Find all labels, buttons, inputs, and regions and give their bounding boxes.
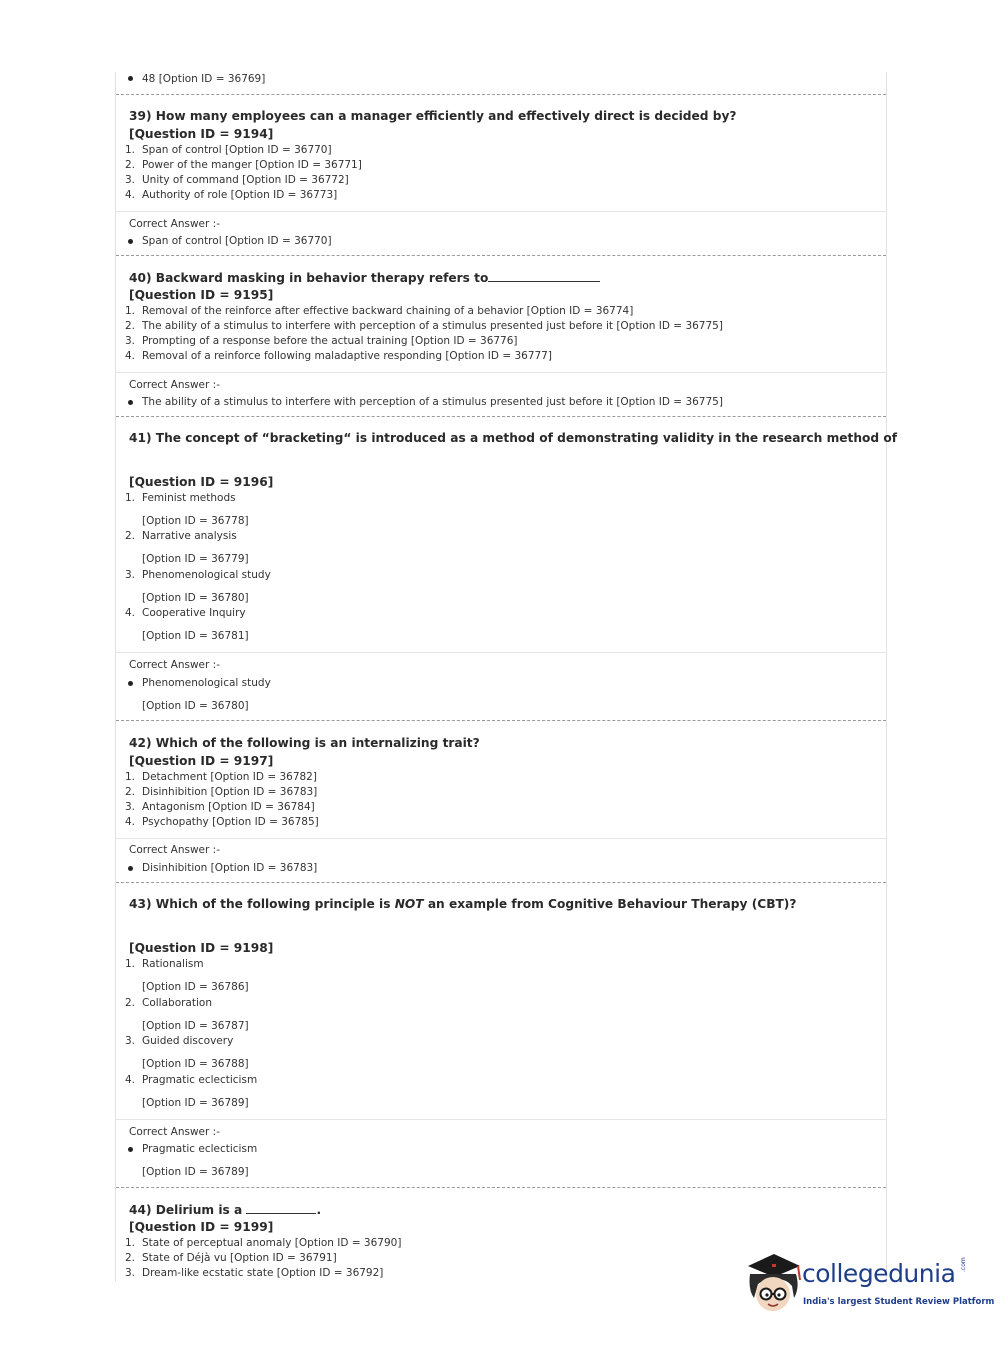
fill-in-blank bbox=[246, 1202, 316, 1214]
question-paper-page bbox=[115, 72, 898, 1282]
question-39-option-3: Unity of command [Option ID = 36772] bbox=[142, 174, 349, 186]
section-divider bbox=[116, 94, 886, 95]
question-41-option-3: Phenomenological study bbox=[142, 569, 271, 581]
question-43-text-pre: 43) Which of the following principle is bbox=[129, 897, 395, 911]
question-42-option-1: Detachment [Option ID = 36782] bbox=[142, 771, 317, 783]
option-number: 2. bbox=[125, 320, 136, 332]
section-divider bbox=[116, 882, 886, 883]
section-divider bbox=[116, 255, 886, 256]
question-40-option-2: The ability of a stimulus to interfere with perception of a stimulus presented just before it [Option ID = 36775] bbox=[142, 320, 723, 332]
correct-answer-label: Correct Answer :- bbox=[129, 844, 220, 856]
option-number: 2. bbox=[125, 997, 136, 1009]
option-number: 3. bbox=[125, 335, 136, 347]
question-43-option-2-id: [Option ID = 36787] bbox=[142, 1020, 249, 1032]
option-number: 1. bbox=[125, 771, 136, 783]
question-41-option-2: Narrative analysis bbox=[142, 530, 237, 542]
question-43-option-2: Collaboration bbox=[142, 997, 212, 1009]
question-41-answer-id: [Option ID = 36780] bbox=[142, 700, 249, 712]
option-number: 3. bbox=[125, 569, 136, 581]
logo-wordmark: collegedunia bbox=[802, 1259, 956, 1288]
correct-answer-label: Correct Answer :- bbox=[129, 218, 220, 230]
answer-separator bbox=[116, 211, 886, 212]
option-number: 1. bbox=[125, 144, 136, 156]
question-43-option-1: Rationalism bbox=[142, 958, 204, 970]
question-40-id: [Question ID = 9195] bbox=[129, 288, 274, 302]
question-41-option-4-id: [Option ID = 36781] bbox=[142, 630, 249, 642]
question-41-id: [Question ID = 9196] bbox=[129, 475, 274, 489]
question-41-option-1: Feminist methods bbox=[142, 492, 236, 504]
question-44-option-2: State of Déjà vu [Option ID = 36791] bbox=[142, 1252, 337, 1264]
question-43-answer: Pragmatic eclecticism bbox=[142, 1143, 258, 1155]
bullet bbox=[128, 866, 133, 871]
answer-separator bbox=[116, 652, 886, 653]
section-divider bbox=[116, 1187, 886, 1188]
question-44-text-pre: 44) Delirium is a bbox=[129, 1203, 243, 1217]
question-44-title bbox=[129, 1202, 321, 1218]
logo-tagline: India's largest Student Review Platform bbox=[803, 1297, 995, 1307]
question-42-option-2: Disinhibition [Option ID = 36783] bbox=[142, 786, 318, 798]
question-41-option-4: Cooperative Inquiry bbox=[142, 607, 246, 619]
option-number: 4. bbox=[125, 350, 136, 362]
question-43-text-post: an example from Cognitive Behaviour Therapy (CBT)? bbox=[423, 897, 797, 911]
option-number: 3. bbox=[125, 801, 136, 813]
question-39-option-1: Span of control [Option ID = 36770] bbox=[142, 144, 332, 156]
question-42-option-3: Antagonism [Option ID = 36784] bbox=[142, 801, 315, 813]
option-number: 1. bbox=[125, 305, 136, 317]
section-divider bbox=[116, 416, 886, 417]
question-39-option-4: Authority of role [Option ID = 36773] bbox=[142, 189, 338, 201]
option-number: 4. bbox=[125, 189, 136, 201]
option-number: 3. bbox=[125, 1267, 136, 1279]
correct-answer-label: Correct Answer :- bbox=[129, 1126, 220, 1138]
option-number: 4. bbox=[125, 816, 136, 828]
question-39-id: [Question ID = 9194] bbox=[129, 127, 274, 141]
bullet bbox=[128, 681, 133, 686]
question-43-answer-id: [Option ID = 36789] bbox=[142, 1166, 249, 1178]
correct-answer-label: Correct Answer :- bbox=[129, 659, 220, 671]
option-number: 1. bbox=[125, 1237, 136, 1249]
question-41-option-3-id: [Option ID = 36780] bbox=[142, 592, 249, 604]
question-43-option-1-id: [Option ID = 36786] bbox=[142, 981, 249, 993]
correct-answer-label: Correct Answer :- bbox=[129, 379, 220, 391]
option-number: 2. bbox=[125, 786, 136, 798]
option-number: 4. bbox=[125, 607, 136, 619]
question-43-option-3: Guided discovery bbox=[142, 1035, 234, 1047]
question-42-option-4: Psychopathy [Option ID = 36785] bbox=[142, 816, 319, 828]
question-42-answer: Disinhibition [Option ID = 36783] bbox=[142, 862, 318, 874]
collegedunia-logo[interactable] bbox=[742, 1250, 995, 1318]
question-39-answer: Span of control [Option ID = 36770] bbox=[142, 235, 332, 247]
answer-separator bbox=[116, 838, 886, 839]
question-41-option-2-id: [Option ID = 36779] bbox=[142, 553, 249, 565]
option-number: 4. bbox=[125, 1074, 136, 1086]
question-41-answer: Phenomenological study bbox=[142, 677, 271, 689]
question-40-option-1: Removal of the reinforce after effective backward chaining of a behavior [Option ID = 36774] bbox=[142, 305, 634, 317]
question-44-option-3: Dream-like ecstatic state [Option ID = 36792] bbox=[142, 1267, 384, 1279]
question-43-id: [Question ID = 9198] bbox=[129, 941, 274, 955]
question-43-option-4: Pragmatic eclecticism bbox=[142, 1074, 258, 1086]
option-number: 1. bbox=[125, 492, 136, 504]
question-43-option-3-id: [Option ID = 36788] bbox=[142, 1058, 249, 1070]
question-44-text-post: . bbox=[316, 1203, 322, 1217]
option-number: 3. bbox=[125, 174, 136, 186]
question-40-option-3: Prompting of a response before the actual training [Option ID = 36776] bbox=[142, 335, 518, 347]
question-43-option-4-id: [Option ID = 36789] bbox=[142, 1097, 249, 1109]
fill-in-blank bbox=[488, 270, 600, 282]
bullet bbox=[128, 400, 133, 405]
question-40-option-4: Removal of a reinforce following maladaptive responding [Option ID = 36777] bbox=[142, 350, 552, 362]
question-40-title bbox=[129, 270, 600, 286]
question-40-text: 40) Backward masking in behavior therapy refers to bbox=[129, 271, 489, 285]
question-44-id: [Question ID = 9199] bbox=[129, 1220, 274, 1234]
previous-answer-option: 48 [Option ID = 36769] bbox=[142, 73, 266, 85]
option-number: 3. bbox=[125, 1035, 136, 1047]
question-43-text-em: NOT bbox=[394, 897, 424, 911]
bullet bbox=[128, 1147, 133, 1152]
question-44-option-1: State of perceptual anomaly [Option ID = 36790] bbox=[142, 1237, 402, 1249]
bullet bbox=[128, 239, 133, 244]
question-41-title: 41) The concept of “bracketing“ is introduced as a method of demonstrating validity in the research method of bbox=[129, 431, 898, 445]
bullet bbox=[128, 76, 133, 81]
option-number: 2. bbox=[125, 159, 136, 171]
option-number: 2. bbox=[125, 1252, 136, 1264]
question-42-id: [Question ID = 9197] bbox=[129, 754, 274, 768]
answer-separator bbox=[116, 372, 886, 373]
question-43-title bbox=[129, 897, 796, 912]
question-39-title: 39) How many employees can a manager efficiently and effectively direct is decided by? bbox=[129, 109, 737, 123]
question-41-option-1-id: [Option ID = 36778] bbox=[142, 515, 249, 527]
question-39-option-2: Power of the manger [Option ID = 36771] bbox=[142, 159, 362, 171]
question-40-answer: The ability of a stimulus to interfere with perception of a stimulus presented just before it [Option ID = 36775] bbox=[142, 396, 723, 408]
question-42-title: 42) Which of the following is an internalizing trait? bbox=[129, 736, 480, 750]
option-number: 1. bbox=[125, 958, 136, 970]
logo-dotcom: .com bbox=[960, 1257, 967, 1272]
mascot-icon bbox=[742, 1250, 804, 1316]
answer-separator bbox=[116, 1119, 886, 1120]
section-divider bbox=[116, 720, 886, 721]
option-number: 2. bbox=[125, 530, 136, 542]
